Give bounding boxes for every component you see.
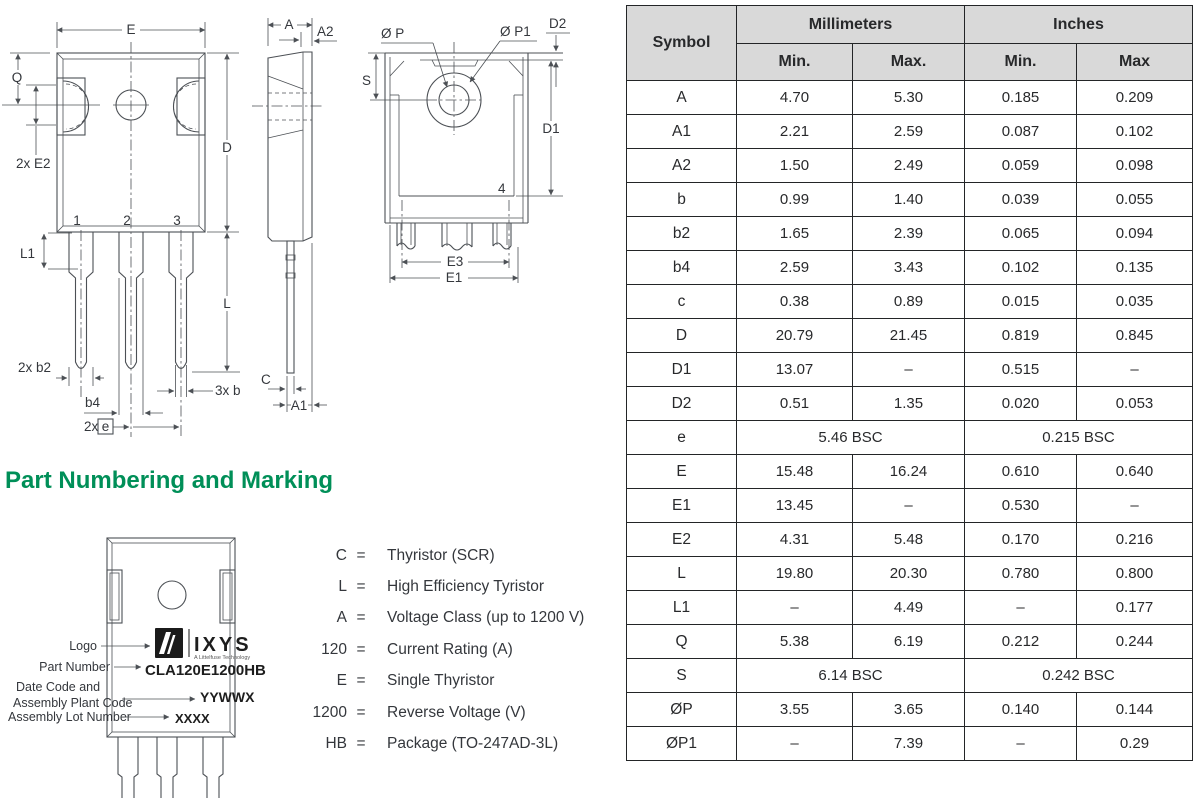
table-row (627, 319, 1193, 353)
table-cell: 0.515 (965, 353, 1077, 387)
dim-label-P1: Ø P1 (500, 24, 531, 39)
table-cell: 0.244 (1077, 625, 1193, 659)
table-cell: 0.780 (965, 557, 1077, 591)
legend-row (280, 634, 615, 665)
dim-label-E3: E3 (446, 254, 464, 269)
callout-date-code-line1: Date Code and (16, 680, 101, 694)
back-view-drawing (362, 16, 570, 285)
table-cell-symbol: E (627, 455, 737, 489)
table-cell: 0.29 (1077, 727, 1193, 761)
legend-description: Voltage Class (up to 1200 V) (387, 609, 585, 627)
table-cell: 4.70 (737, 81, 853, 115)
table-cell: 4.49 (853, 591, 965, 625)
table-cell-symbol: E1 (627, 489, 737, 523)
table-cell: 13.45 (737, 489, 853, 523)
table-cell: 0.035 (1077, 285, 1193, 319)
table-cell: 0.102 (965, 251, 1077, 285)
table-cell: 3.43 (853, 251, 965, 285)
table-cell: 2.59 (737, 251, 853, 285)
dim-label-C: C (261, 372, 271, 387)
legend-equals: = (356, 609, 366, 627)
table-row (627, 489, 1193, 523)
callout-date-code-line2: Assembly Plant Code (13, 696, 133, 710)
dim-label-E2: 2x E2 (16, 156, 51, 171)
legend-code: HB (325, 735, 347, 753)
header-inches: Inches (965, 6, 1193, 44)
legend-row (280, 571, 615, 602)
legend-code: 1200 (312, 703, 347, 721)
table-cell: 0.819 (965, 319, 1077, 353)
table-cell: – (737, 591, 853, 625)
table-row (627, 149, 1193, 183)
table-row (627, 659, 1193, 693)
legend-code: E (336, 672, 347, 690)
table-cell: 5.48 (853, 523, 965, 557)
marked-part-number: CLA120E1200HB (145, 662, 266, 679)
legend-equals: = (356, 735, 366, 753)
table-cell: 0.053 (1077, 387, 1193, 421)
table-cell: 7.39 (853, 727, 965, 761)
table-cell-symbol: e (627, 421, 737, 455)
table-cell: 19.80 (737, 557, 853, 591)
dim-label-A: A (284, 17, 294, 32)
table-cell: 0.640 (1077, 455, 1193, 489)
dim-label-D: D (222, 140, 232, 155)
legend-row (280, 666, 615, 697)
table-cell: 1.40 (853, 183, 965, 217)
dim-label-b2: 2x b2 (18, 360, 52, 375)
table-cell-symbol: b (627, 183, 737, 217)
table-cell-symbol: Q (627, 625, 737, 659)
table-cell-symbol: ØP (627, 693, 737, 727)
dim-label-pitch: e (101, 419, 110, 434)
table-cell: 5.38 (737, 625, 853, 659)
table-cell: 20.30 (853, 557, 965, 591)
package-marking (145, 628, 266, 726)
table-cell-symbol: ØP1 (627, 727, 737, 761)
table-cell: 0.087 (965, 115, 1077, 149)
table-header-row (627, 6, 1193, 44)
table-row (627, 591, 1193, 625)
package-dimension-drawing (0, 0, 620, 460)
pin-2-label: 2 (123, 213, 131, 228)
table-cell: 0.38 (737, 285, 853, 319)
table-cell: 13.07 (737, 353, 853, 387)
table-cell-symbol: L1 (627, 591, 737, 625)
header-in-min: Min. (965, 44, 1077, 81)
table-row (627, 353, 1193, 387)
table-cell: – (1077, 489, 1193, 523)
dimensions-table (626, 5, 1193, 761)
callout-part-number: Part Number (39, 660, 110, 674)
callout-logo: Logo (69, 639, 97, 653)
legend-equals: = (356, 640, 366, 658)
legend-row (280, 728, 615, 759)
part-number-legend (280, 540, 615, 760)
table-cell: 6.14 BSC (737, 659, 965, 693)
dim-label-b4: b4 (85, 395, 101, 410)
legend-code: 120 (321, 640, 347, 658)
front-view-drawing (2, 22, 241, 437)
table-row (627, 81, 1193, 115)
table-cell-symbol: b2 (627, 217, 737, 251)
legend-description: Reverse Voltage (V) (387, 703, 526, 721)
table-cell: 5.46 BSC (737, 421, 965, 455)
table-cell-symbol: L (627, 557, 737, 591)
legend-row (280, 603, 615, 634)
dim-label-pitch-prefix: 2x (84, 419, 99, 434)
table-cell: 0.89 (853, 285, 965, 319)
table-cell: 0.530 (965, 489, 1077, 523)
table-row (627, 115, 1193, 149)
legend-equals: = (356, 546, 366, 564)
table-row (627, 557, 1193, 591)
side-view-drawing (252, 17, 337, 413)
table-cell: 0.170 (965, 523, 1077, 557)
table-cell: 0.242 BSC (965, 659, 1193, 693)
table-cell-symbol: c (627, 285, 737, 319)
table-cell: 0.177 (1077, 591, 1193, 625)
table-cell: – (965, 591, 1077, 625)
table-row (627, 523, 1193, 557)
table-cell: 16.24 (853, 455, 965, 489)
table-cell-symbol: D1 (627, 353, 737, 387)
table-cell: 2.21 (737, 115, 853, 149)
dim-label-P: Ø P (381, 26, 405, 41)
table-cell-symbol: b4 (627, 251, 737, 285)
table-cell: 2.39 (853, 217, 965, 251)
marked-date-code: YYWWX (200, 689, 255, 705)
dim-label-S: S (361, 73, 371, 88)
table-cell-symbol: A1 (627, 115, 737, 149)
table-cell: 0.098 (1077, 149, 1193, 183)
header-symbol: Symbol (627, 6, 737, 81)
table-cell: – (853, 353, 965, 387)
table-cell: – (1077, 353, 1193, 387)
table-row (627, 727, 1193, 761)
table-cell: 2.59 (853, 115, 965, 149)
table-cell: 0.610 (965, 455, 1077, 489)
table-cell: 0.059 (965, 149, 1077, 183)
dim-label-D2: D2 (549, 16, 567, 31)
table-row (627, 387, 1193, 421)
brand-text: IXYS (194, 634, 252, 656)
table-row (627, 455, 1193, 489)
table-row (627, 251, 1193, 285)
legend-code: L (338, 578, 347, 596)
pin-4-label: 4 (498, 181, 506, 196)
table-cell: 1.35 (853, 387, 965, 421)
dim-label-Q: Q (11, 70, 23, 85)
dimensions-table-body (627, 81, 1193, 761)
table-cell: 0.212 (965, 625, 1077, 659)
table-row (627, 217, 1193, 251)
legend-description: Single Thyristor (387, 672, 495, 690)
table-cell: 0.209 (1077, 81, 1193, 115)
table-cell: 1.65 (737, 217, 853, 251)
table-row (627, 421, 1193, 455)
table-cell-symbol: A2 (627, 149, 737, 183)
part-numbering-heading: Part Numbering and Marking (5, 467, 334, 494)
header-mm-max: Max. (853, 44, 965, 81)
table-row (627, 625, 1193, 659)
legend-equals: = (356, 672, 366, 690)
table-cell: – (965, 727, 1077, 761)
table-cell: 3.65 (853, 693, 965, 727)
header-in-max: Max (1077, 44, 1193, 81)
dim-label-A2: A2 (317, 24, 334, 39)
brand-tagline: A Littelfuse Technology (194, 655, 251, 661)
legend-equals: = (356, 578, 366, 596)
legend-description: Package (TO-247AD-3L) (387, 735, 559, 753)
table-cell: 21.45 (853, 319, 965, 353)
pin-3-label: 3 (173, 213, 181, 228)
table-cell-symbol: E2 (627, 523, 737, 557)
table-cell: 0.020 (965, 387, 1077, 421)
legend-description: Thyristor (SCR) (387, 546, 495, 564)
table-cell: 0.216 (1077, 523, 1193, 557)
table-cell: 0.51 (737, 387, 853, 421)
table-cell: 4.31 (737, 523, 853, 557)
callout-lot-number: Assembly Lot Number (8, 710, 131, 724)
table-cell-symbol: D2 (627, 387, 737, 421)
table-cell: 0.185 (965, 81, 1077, 115)
table-cell: 0.215 BSC (965, 421, 1193, 455)
table-cell: 0.055 (1077, 183, 1193, 217)
table-cell: 0.065 (965, 217, 1077, 251)
legend-description: Current Rating (A) (387, 640, 513, 658)
legend-equals: = (356, 703, 366, 721)
dim-label-A1: A1 (290, 398, 308, 413)
legend-description: High Efficiency Tyristor (387, 578, 545, 596)
table-cell: – (737, 727, 853, 761)
table-cell: 6.19 (853, 625, 965, 659)
header-mm-min: Min. (737, 44, 853, 81)
table-cell: 1.50 (737, 149, 853, 183)
table-row (627, 183, 1193, 217)
table-cell: 0.845 (1077, 319, 1193, 353)
dim-label-L: L (223, 296, 231, 311)
table-cell: 3.55 (737, 693, 853, 727)
table-cell: – (853, 489, 965, 523)
table-cell: 20.79 (737, 319, 853, 353)
table-cell: 0.99 (737, 183, 853, 217)
legend-row (280, 540, 615, 571)
dim-label-D1: D1 (542, 121, 560, 136)
table-cell: 5.30 (853, 81, 965, 115)
table-cell: 0.135 (1077, 251, 1193, 285)
table-cell: 0.015 (965, 285, 1077, 319)
table-cell-symbol: S (627, 659, 737, 693)
dim-label-b: 3x b (215, 383, 241, 398)
header-millimeters: Millimeters (737, 6, 965, 44)
dim-label-E: E (126, 22, 136, 37)
legend-code: C (335, 546, 347, 564)
table-cell: 0.800 (1077, 557, 1193, 591)
table-cell: 2.49 (853, 149, 965, 183)
table-cell: 0.039 (965, 183, 1077, 217)
table-cell: 0.094 (1077, 217, 1193, 251)
table-cell-symbol: A (627, 81, 737, 115)
table-cell: 0.102 (1077, 115, 1193, 149)
table-cell: 0.144 (1077, 693, 1193, 727)
legend-code: A (336, 609, 347, 627)
pin-1-label: 1 (73, 213, 81, 228)
legend-row (280, 697, 615, 728)
table-cell: 0.140 (965, 693, 1077, 727)
marked-lot-code: XXXX (175, 711, 210, 726)
dim-label-L1: L1 (20, 246, 36, 261)
dim-label-E1: E1 (445, 270, 463, 285)
table-row (627, 285, 1193, 319)
table-cell-symbol: D (627, 319, 737, 353)
table-row (627, 693, 1193, 727)
table-cell: 15.48 (737, 455, 853, 489)
